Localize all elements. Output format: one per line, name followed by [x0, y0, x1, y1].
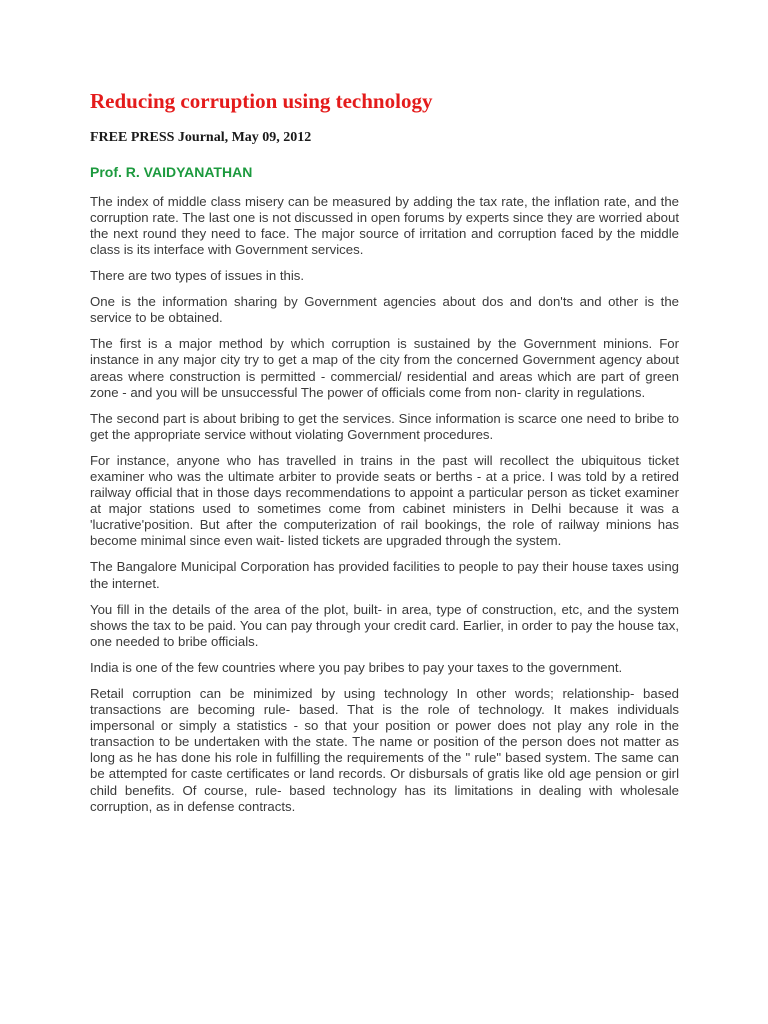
paragraph: Retail corruption can be minimized by using technology In other words; relationship- based transactions are becoming rule- based. That is the role of technology. It makes individuals impersonal or simply a statistics - so that your position or power does not play any role in the transaction to be undertaken with the state. The name or position of the person does not matter as long as he has done his role in fulfilling the requirements of the " rule" based system. The same can be attempted for caste certificates or land records. Or disbursals of gratis like old age pension or girl child benefits. Of course, rule- based technology has its limitations in dealing with wholesale corruption, as in defense contracts. — [90, 686, 679, 814]
paragraph: There are two types of issues in this. — [90, 268, 305, 284]
article-page — [90, 88, 679, 825]
paragraph: The second part is about bribing to get the services. Since information is scarce one need to bribe to get the appropriate service without violating Government procedures. — [90, 410, 679, 442]
article-source: FREE PRESS Journal, May 09, 2012 — [90, 130, 312, 146]
paragraph: For instance, anyone who has travelled in trains in the past will recollect the ubiquitous ticket examiner who was the ultimate arbiter to provide seats or berths - at a price. I was told by a retired railway official that in those days recommendations to appoint a particular person as ticket examiner at major stations used to sometimes come from cabinet ministers in Delhi because it was a 'lucrative'position. But after the computerization of rail bookings, the role of railway minions has become minimal since even wait- listed tickets are upgraded through the system. — [90, 452, 679, 549]
paragraph: You fill in the details of the area of the plot, built- in area, type of construction, etc, and the system shows the tax to be paid. You can pay through your credit card. Earlier, in order to pay the house tax, one needed to bribe officials. — [90, 601, 679, 649]
paragraph: One is the information sharing by Government agencies about dos and don'ts and other is the service to be obtained. — [90, 294, 679, 326]
paragraph: The index of middle class misery can be measured by adding the tax rate, the inflation rate, and the corruption rate. The last one is not discussed in open forums by experts since they are worried about the next round they need to face. The major source of irritation and corruption faced by the middle class is its interface with Government services. — [90, 193, 679, 257]
article-author: Prof. R. VAIDYANATHAN — [90, 164, 253, 181]
paragraph: The first is a major method by which corruption is sustained by the Government minions. For instance in any major city try to get a map of the city from the concerned Government agency about areas where construction is permitted - commercial/ residential and areas which are part of green zone - and you will be unsuccessful The power of officials come from non- clarity in regulations. — [90, 336, 679, 400]
paragraph: The Bangalore Municipal Corporation has provided facilities to people to pay their house taxes using the internet. — [90, 559, 679, 591]
paragraph: India is one of the few countries where you pay bribes to pay your taxes to the government. — [90, 659, 623, 675]
article-body — [90, 194, 679, 815]
article-title: Reducing corruption using technology — [90, 89, 433, 113]
